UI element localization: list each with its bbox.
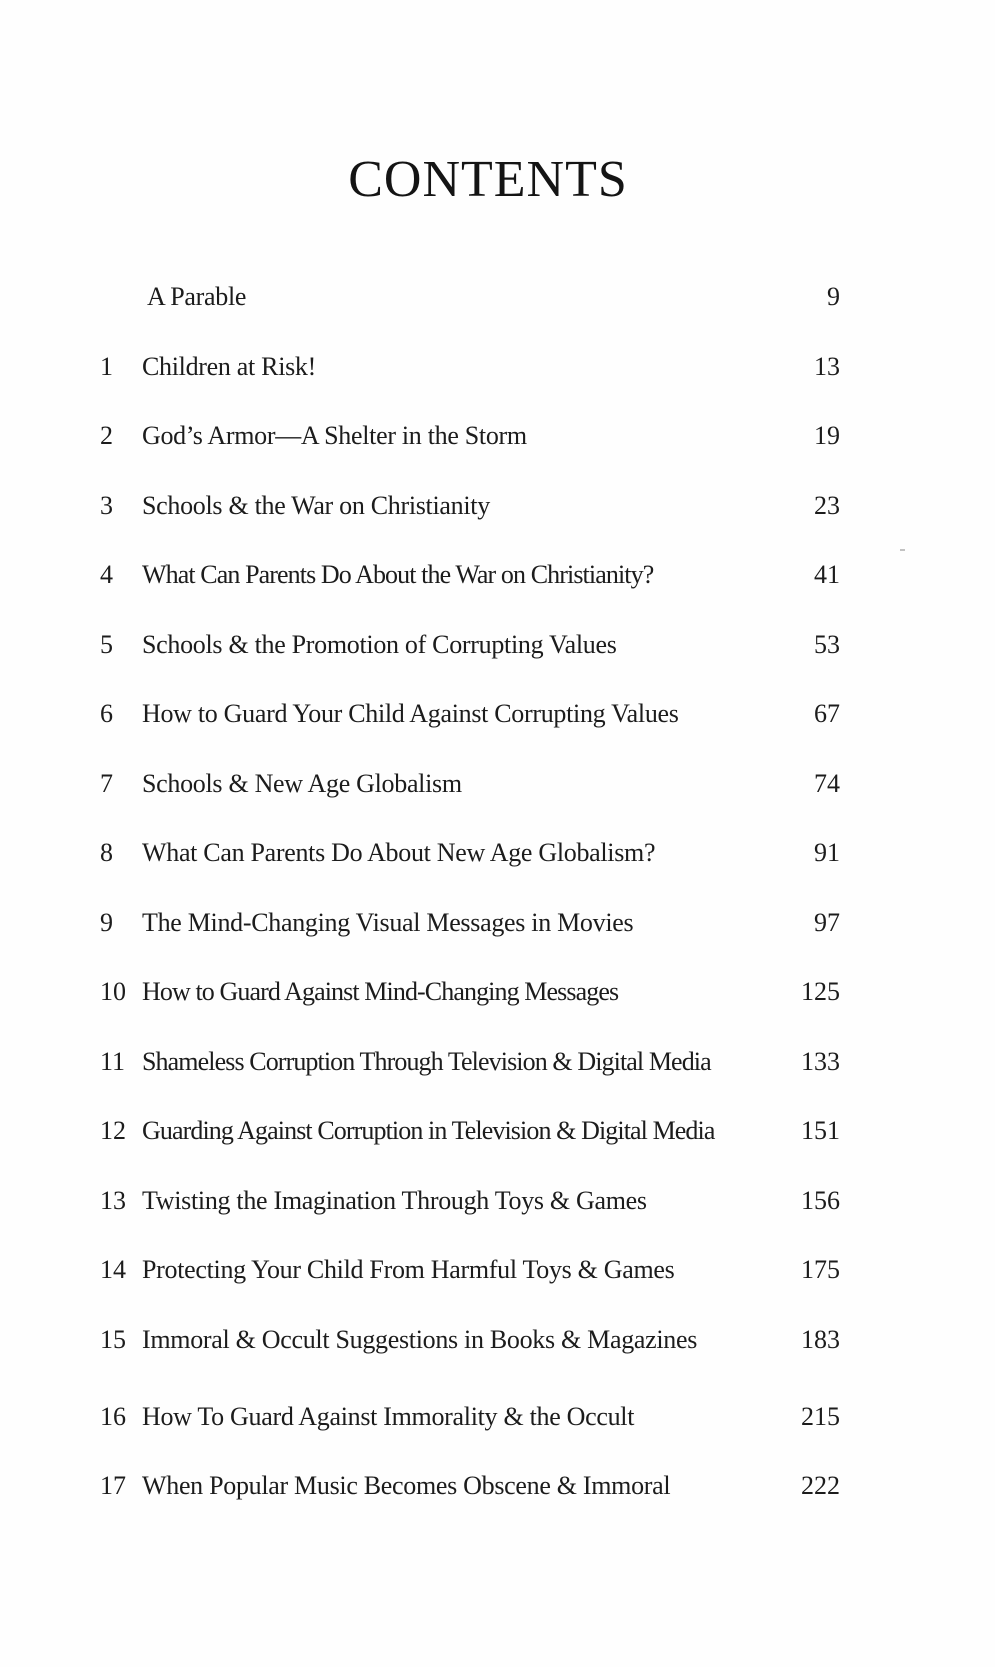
chapter-number: 7 [100, 768, 113, 798]
chapter-number: 10 [100, 977, 126, 1006]
page-number: 151 [801, 1116, 840, 1145]
page-number: 91 [814, 838, 840, 867]
toc-entry [100, 1235, 840, 1305]
page-number: 125 [801, 977, 840, 1006]
page-number: 183 [801, 1324, 840, 1354]
chapter-title: Schools & the Promotion of Corrupting Values [142, 629, 617, 659]
table-of-contents [100, 262, 840, 1521]
page-number: 23 [814, 490, 840, 520]
page-number: 215 [801, 1401, 840, 1431]
chapter-number: 1 [100, 351, 113, 381]
chapter-number: 14 [100, 1255, 126, 1284]
chapter-number: 17 [100, 1471, 126, 1500]
chapter-number: 13 [100, 1185, 126, 1215]
chapter-title: Guarding Against Corruption in Television & Digital Media [142, 1116, 715, 1145]
page-number: 41 [814, 560, 840, 589]
chapter-title: Twisting the Imagination Through Toys & Games [142, 1185, 647, 1215]
chapter-number: 2 [100, 421, 113, 450]
toc-entry [100, 888, 840, 958]
toc-entry [100, 957, 840, 1027]
page-number: 74 [814, 768, 840, 798]
chapter-title: Protecting Your Child From Harmful Toys & Games [142, 1255, 675, 1284]
toc-entry [100, 1451, 840, 1521]
chapter-title: A Parable [147, 282, 247, 311]
page-number: 19 [814, 421, 840, 450]
chapter-title: How To Guard Against Immorality & the Occult [142, 1401, 635, 1431]
toc-entry [100, 471, 840, 541]
chapter-number: 8 [100, 838, 113, 867]
chapter-number: 6 [100, 699, 113, 728]
chapter-title: God’s Armor—A Shelter in the Storm [142, 421, 527, 450]
chapter-title: Schools & the War on Christianity [142, 490, 490, 520]
toc-entry [100, 818, 840, 888]
page-number: 97 [814, 907, 840, 937]
chapter-number: 12 [100, 1116, 126, 1145]
page-number: 53 [814, 629, 840, 659]
toc-entry [100, 401, 840, 471]
chapter-number: 9 [100, 907, 113, 937]
toc-entry [100, 540, 840, 610]
page-number: 222 [801, 1471, 840, 1500]
chapter-number: 16 [100, 1401, 126, 1431]
chapter-title: Shameless Corruption Through Television & Digital Media [142, 1046, 711, 1076]
chapter-title: How to Guard Against Mind-Changing Messages [142, 977, 619, 1006]
chapter-title: Immoral & Occult Suggestions in Books & Magazines [142, 1324, 698, 1354]
chapter-title: What Can Parents Do About the War on Christianity? [142, 560, 654, 589]
chapter-title: What Can Parents Do About New Age Globalism? [142, 838, 656, 867]
toc-entry [100, 332, 840, 402]
page-number: 13 [814, 351, 840, 381]
page-number: 67 [814, 699, 840, 728]
toc-entry-preface [100, 262, 840, 332]
page-title: CONTENTS [348, 151, 628, 208]
toc-entry [100, 1166, 840, 1236]
toc-entry [100, 1027, 840, 1097]
chapter-number: 4 [100, 560, 113, 589]
chapter-title: When Popular Music Becomes Obscene & Immoral [142, 1471, 671, 1500]
chapter-title: Schools & New Age Globalism [142, 768, 462, 798]
chapter-number: 5 [100, 629, 113, 659]
chapter-title: Children at Risk! [142, 351, 316, 381]
chapter-number: 3 [100, 490, 113, 520]
page-number: 175 [801, 1255, 840, 1284]
page-number: 9 [827, 282, 840, 311]
toc-entry [100, 1382, 840, 1452]
page-number: 156 [801, 1185, 840, 1215]
chapter-number: 15 [100, 1324, 126, 1354]
page-number: 133 [801, 1046, 840, 1076]
scan-speck [900, 549, 905, 551]
toc-entry [100, 749, 840, 819]
toc-entry [100, 610, 840, 680]
chapter-title: How to Guard Your Child Against Corrupting Values [142, 699, 679, 728]
chapter-title: The Mind-Changing Visual Messages in Movies [142, 907, 634, 937]
toc-entry [100, 1305, 840, 1382]
chapter-number: 11 [100, 1046, 126, 1076]
toc-entry [100, 1096, 840, 1166]
toc-entry [100, 679, 840, 749]
